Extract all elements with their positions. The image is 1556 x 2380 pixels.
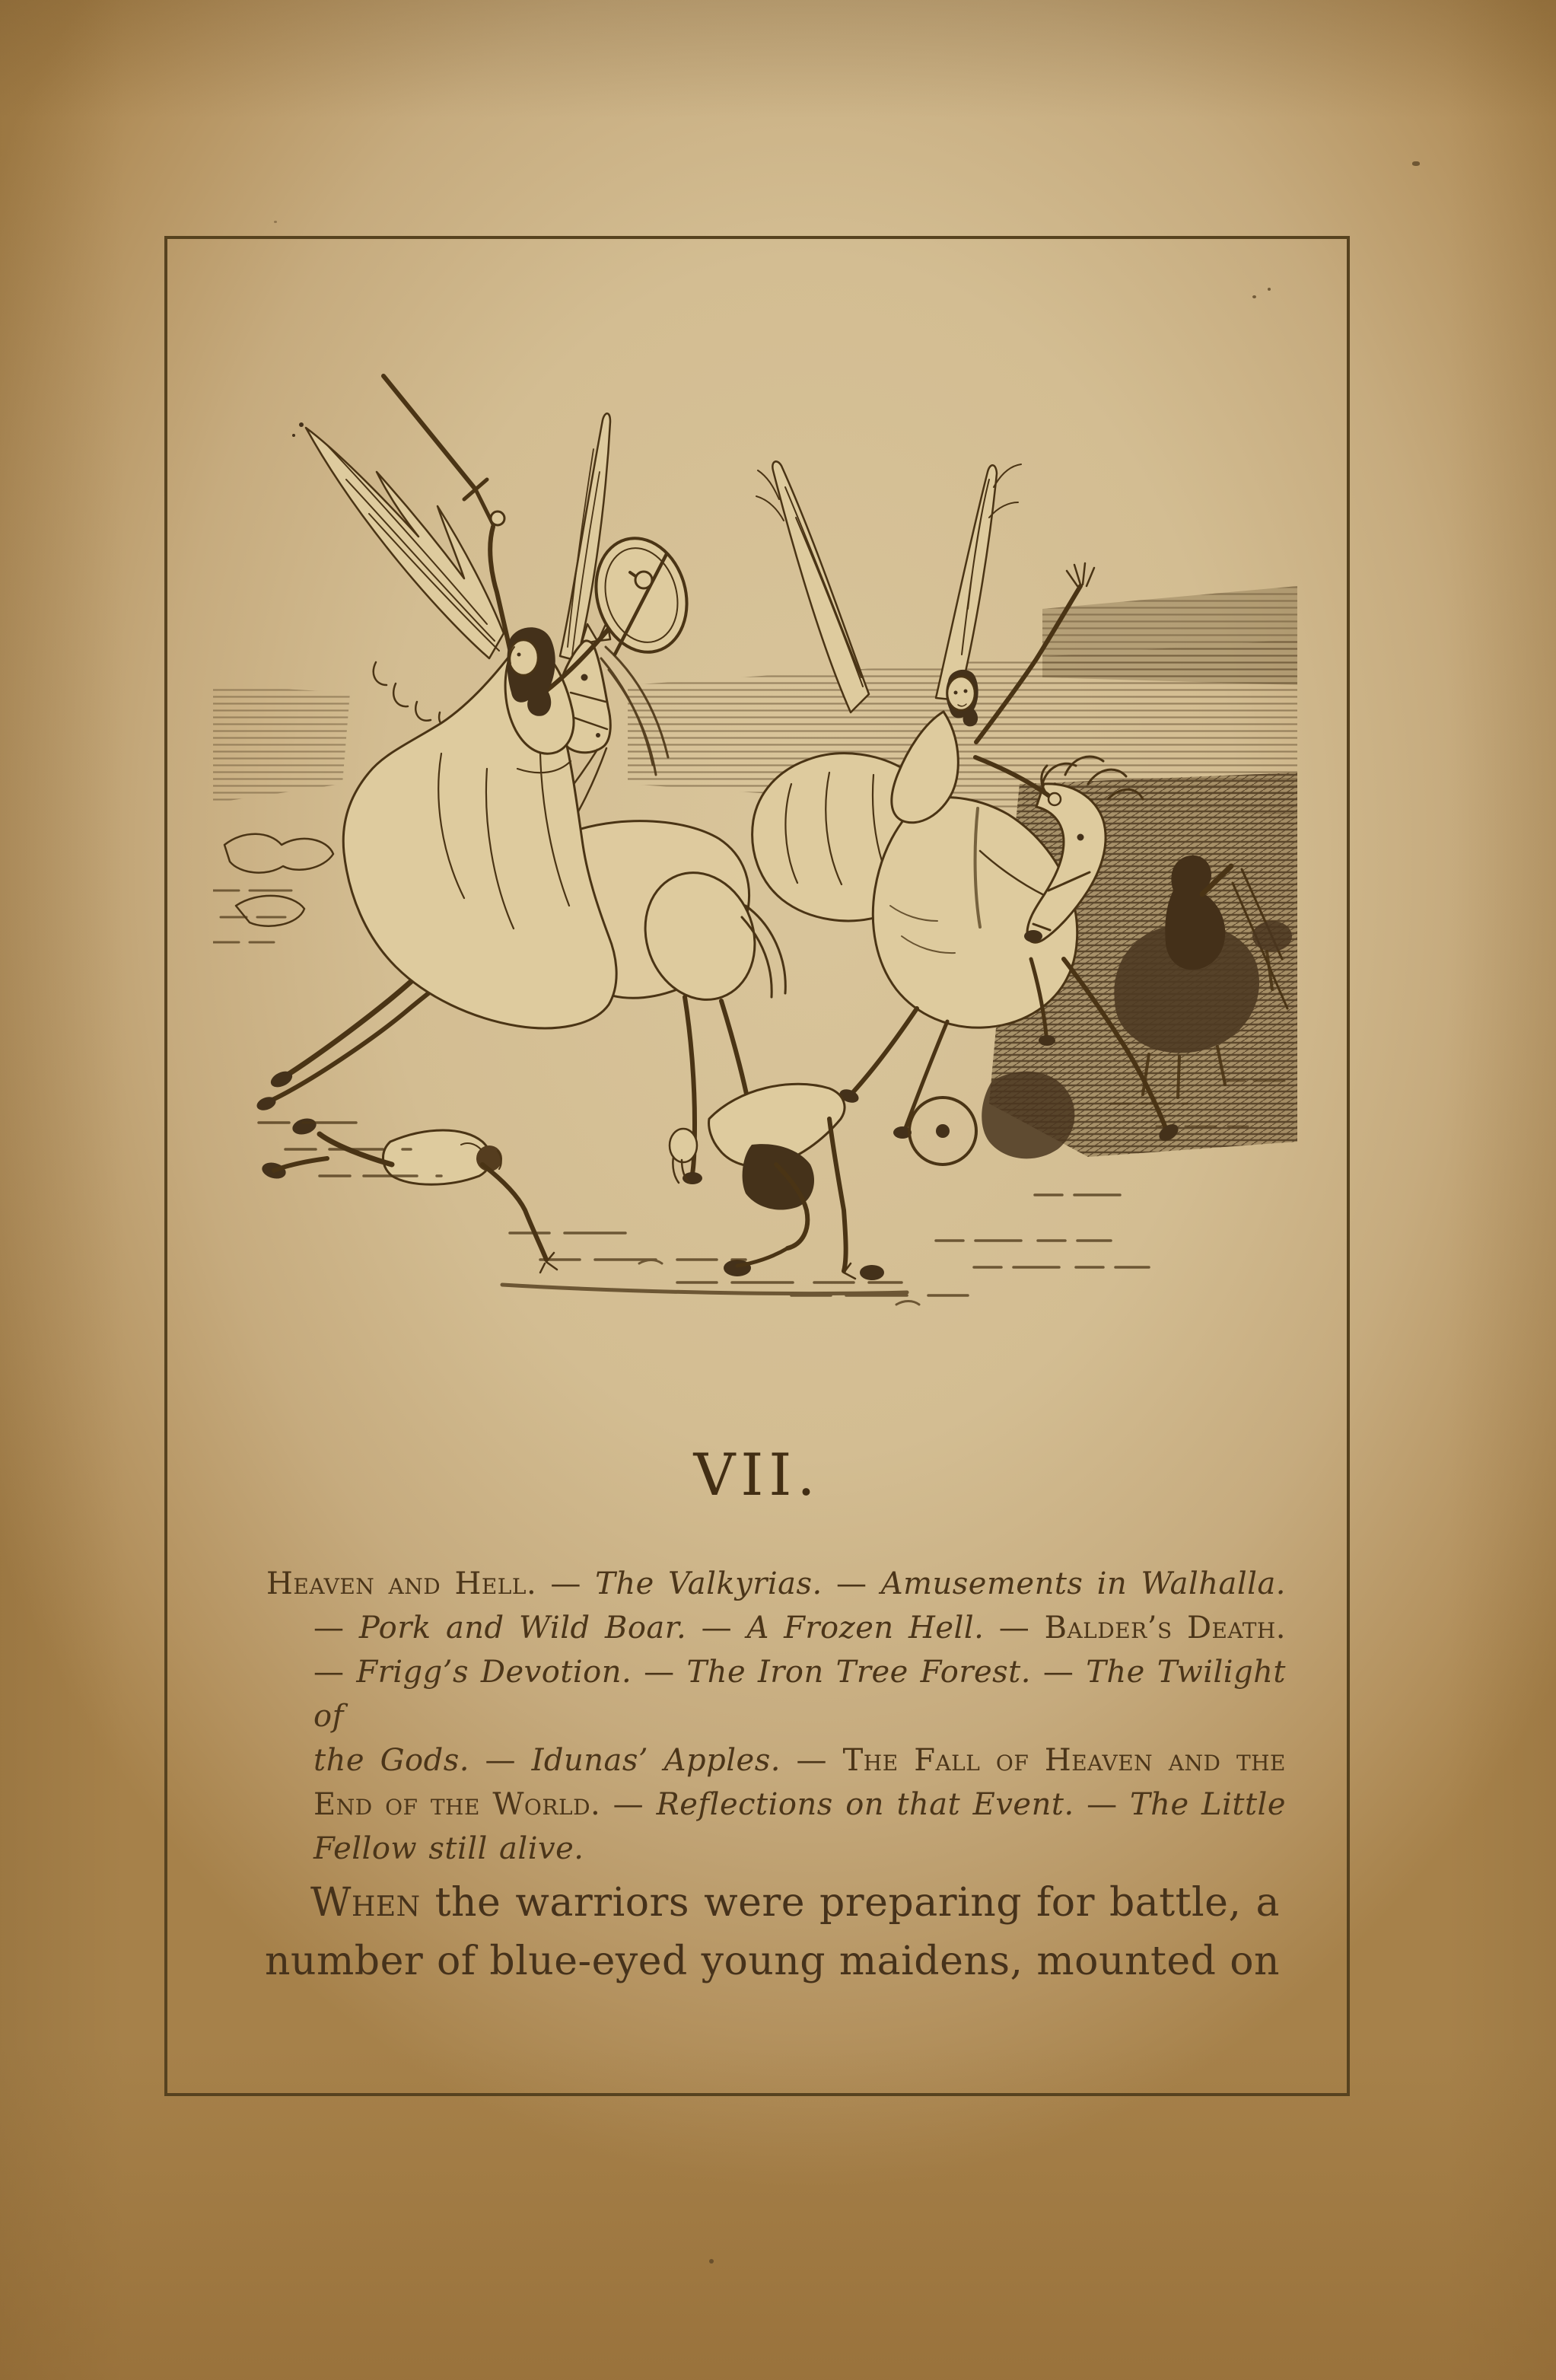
text-run: the Gods. bbox=[313, 1743, 469, 1778]
text-run: The Valkyrias. bbox=[595, 1566, 823, 1601]
paper-speck bbox=[1268, 288, 1271, 291]
text-run: When bbox=[310, 1880, 421, 1926]
text-run: — bbox=[1074, 1787, 1130, 1822]
text-run: — bbox=[313, 1611, 359, 1646]
paper-speck bbox=[1252, 295, 1256, 298]
text-run: Fellow still alive. bbox=[313, 1831, 584, 1866]
text-run: — bbox=[780, 1743, 843, 1778]
text-run: — bbox=[600, 1787, 657, 1822]
text-run: the warriors were preparing for battle, a bbox=[420, 1880, 1280, 1926]
text-run: Amusements in Walhalla. bbox=[880, 1566, 1287, 1601]
text-run: The Iron Tree Forest. bbox=[686, 1655, 1031, 1690]
text-run: Idunas’ Apples. bbox=[531, 1743, 781, 1778]
text-run: Heaven and Hell. bbox=[266, 1566, 537, 1601]
text-run: Pork and Wild Boar. bbox=[358, 1611, 687, 1646]
paper-speck bbox=[709, 2259, 714, 2264]
text-line bbox=[266, 1562, 1286, 1606]
text-line bbox=[313, 1783, 1286, 1827]
text-line bbox=[313, 1606, 1286, 1650]
text-run: — bbox=[1030, 1655, 1087, 1690]
text-run: Balder’s Death. bbox=[1044, 1611, 1286, 1646]
body-text-paragraph bbox=[265, 1874, 1280, 1991]
text-run: — bbox=[984, 1611, 1045, 1646]
text-run: The Little bbox=[1130, 1787, 1286, 1822]
chapter-number-heading: VII. bbox=[693, 1441, 821, 1509]
text-line bbox=[265, 1874, 1280, 1932]
text-run: — bbox=[313, 1655, 357, 1690]
chapter-synopsis bbox=[266, 1562, 1298, 1871]
text-line bbox=[265, 1932, 1280, 1991]
text-run: — bbox=[822, 1566, 881, 1601]
text-line bbox=[313, 1827, 1286, 1871]
text-run: — bbox=[469, 1743, 532, 1778]
text-run: — bbox=[632, 1655, 687, 1690]
valkyries-engraving bbox=[213, 358, 1309, 1309]
text-run: Frigg’s Devotion. bbox=[356, 1655, 632, 1690]
text-run: — bbox=[536, 1566, 596, 1601]
text-line bbox=[313, 1650, 1298, 1738]
text-run: — bbox=[686, 1611, 747, 1646]
text-run: End of the World. bbox=[313, 1787, 601, 1822]
text-line bbox=[313, 1738, 1286, 1783]
text-run: A Frozen Hell. bbox=[746, 1611, 985, 1646]
text-run: number of blue-eyed young maidens, mounted on bbox=[265, 1939, 1280, 1984]
text-run: The Fall of Heaven and the bbox=[842, 1743, 1286, 1778]
text-run: Reflections on that Event. bbox=[656, 1787, 1074, 1822]
text-run: The Twilight of bbox=[313, 1655, 1298, 1734]
paper-speck bbox=[274, 221, 277, 223]
paper-speck bbox=[1412, 161, 1420, 166]
